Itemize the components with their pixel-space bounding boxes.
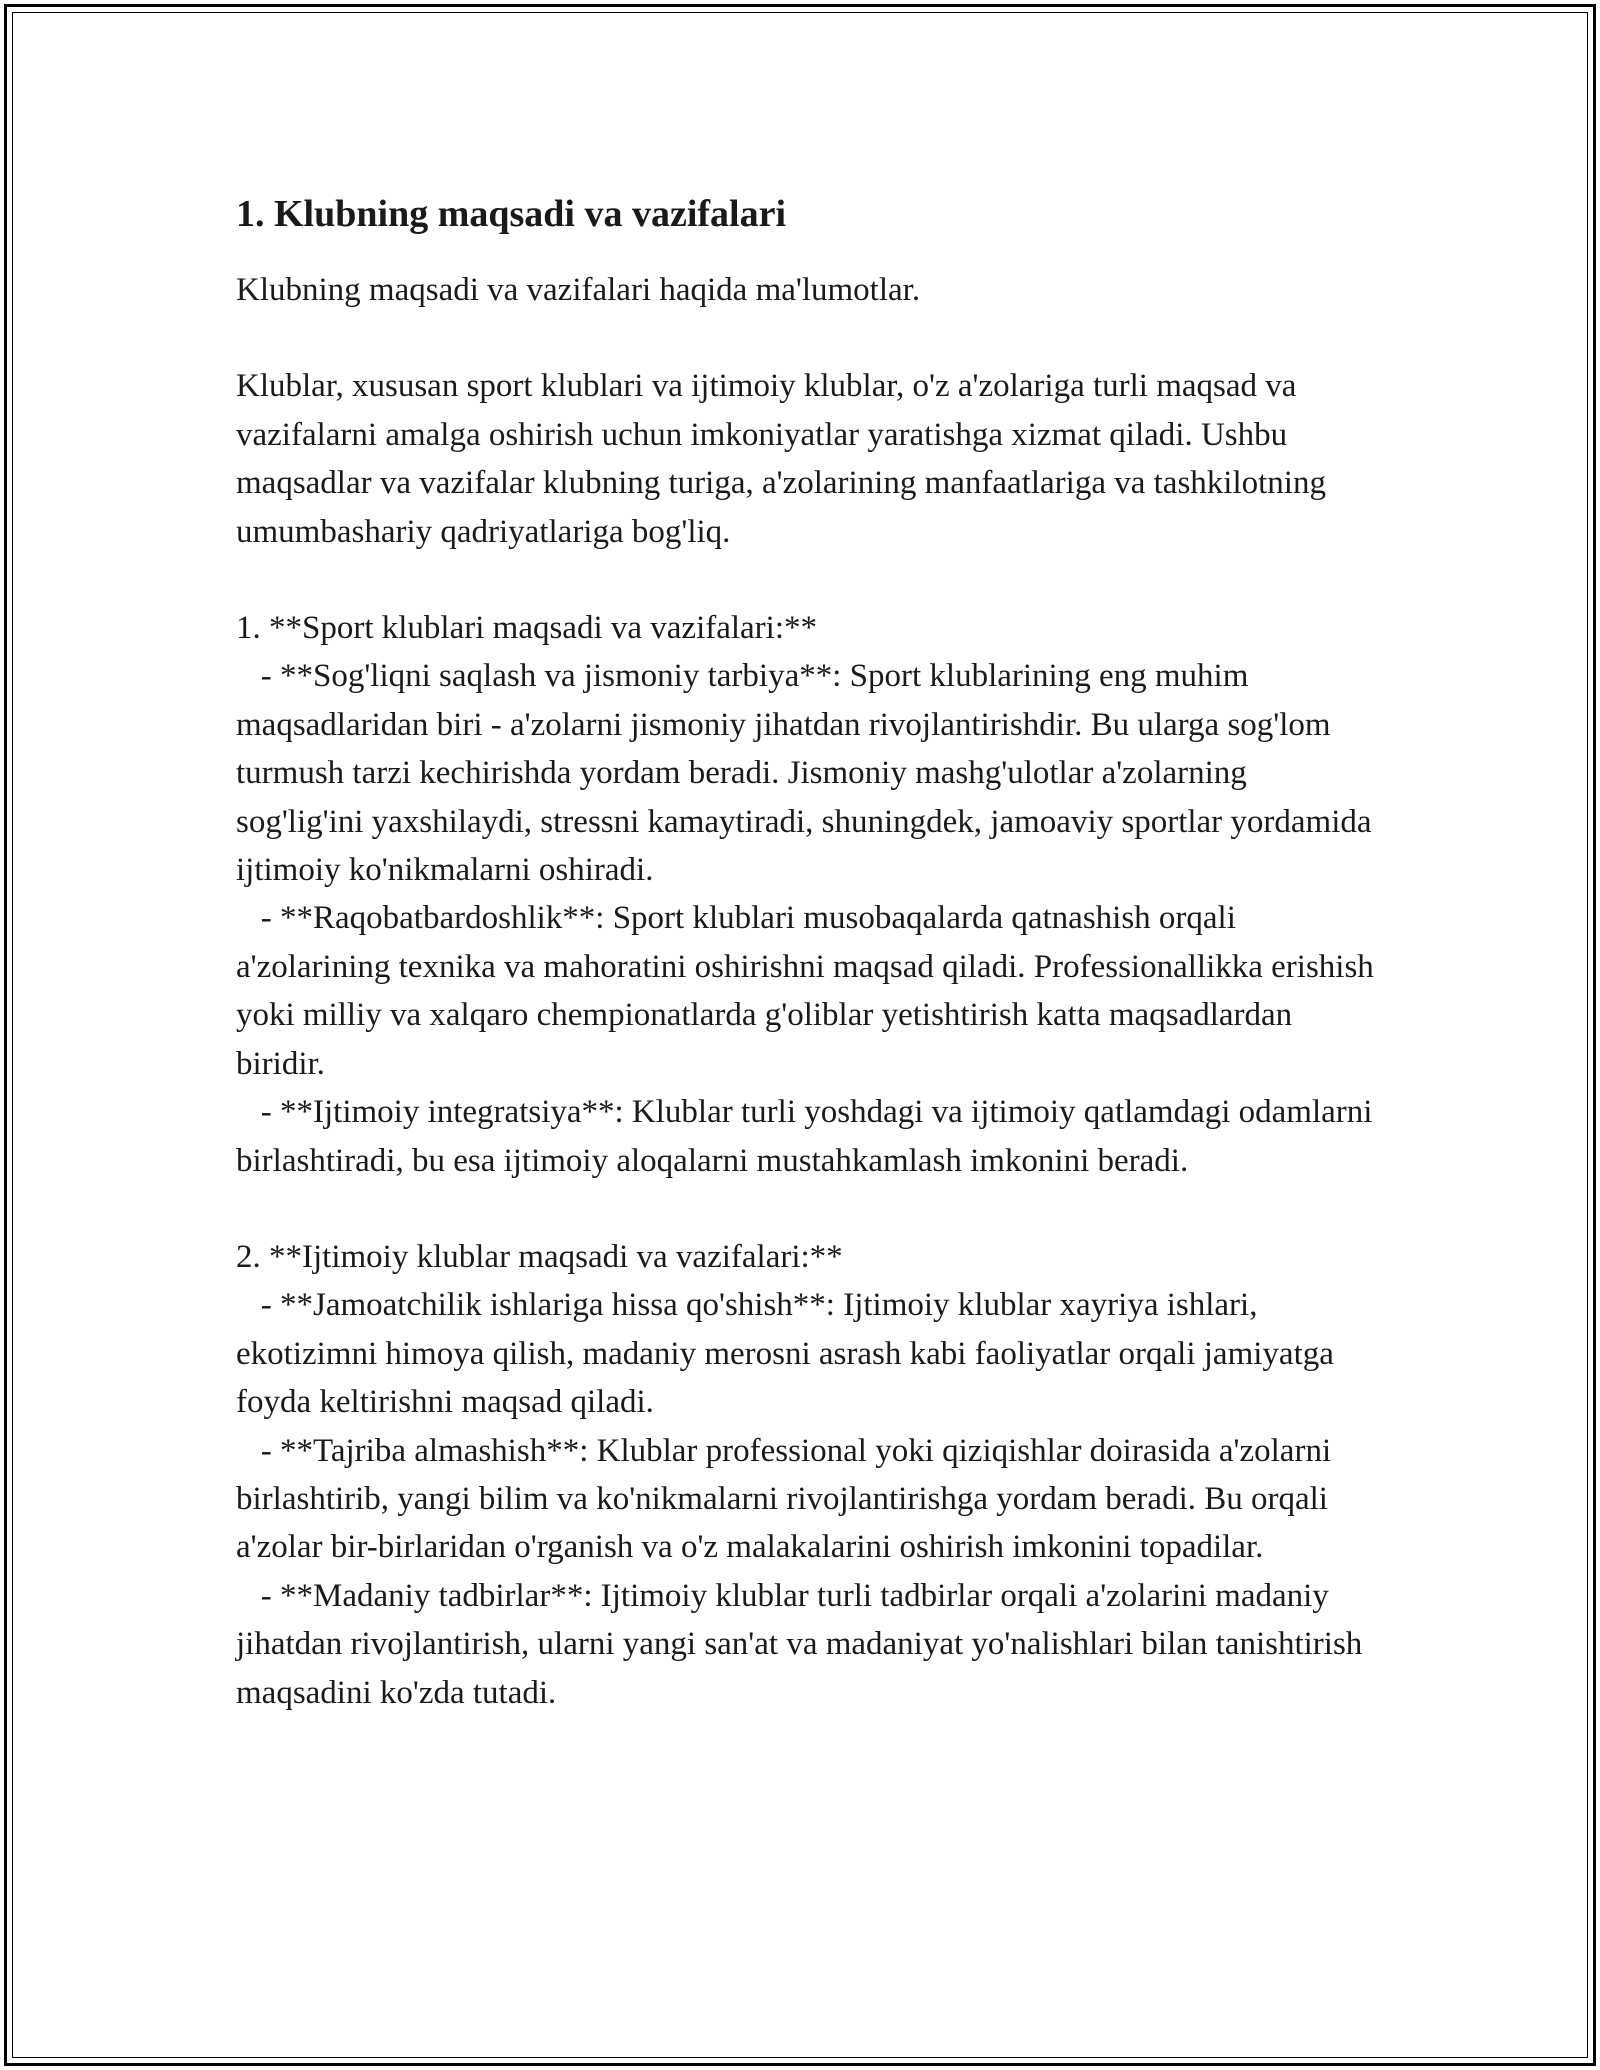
overview-paragraph: Klublar, xususan sport klublari va ijtimoiy klublar, o'z a'zolariga turli maqsad va vazifalarni amalga oshirish uchun imkoniyatlar yaratishga xizmat qiladi. Ushbu maqsadlar va vazifalar klubning turiga, a'zolarining manfaatlariga va tashkilotning umumbashariy qadriyatlariga bog'liq. (236, 368, 1326, 550)
section-heading: 1. **Sport klublari maqsadi va vazifalari:** (236, 610, 818, 647)
list-item: - **Sog'liqni saqlash va jismoniy tarbiya**: Sport klublarining eng muhim maqsadlaridan biri - a'zolarni jismoniy jihatdan rivojlantirishdir. Bu ularga sog'lom turmush tarzi kechirishda yordam beradi. Jismoniy mashg'ulotlar a'zolarning sog'lig'ini yaxshilaydi, stressni kamaytiradi, shuningdek, jamoaviy sportlar yordamida ijtimoiy ko'nikmalarni oshiradi. (236, 658, 1380, 889)
list-item: - **Raqobatbardoshlik**: Sport klublari musobaqalarda qatnashish orqali a'zolarining texnika va mahoratini oshirishni maqsad qiladi. Professionallikka erishish yoki milliy va xalqaro chempionatlarda g'oliblar yetishtirish katta maqsadlardan biridir. (236, 900, 1383, 1082)
section-social-clubs (236, 1233, 1376, 1717)
list-item: - **Madaniy tadbirlar**: Ijtimoiy klublar turli tadbirlar orqali a'zolarini madaniy jihatdan rivojlantirish, ularni yangi san'at va madaniyat yo'nalishlari bilan tanishtirish maqsadini ko'zda tutadi. (236, 1577, 1371, 1711)
list-item: - **Ijtimoiy integratsiya**: Klublar turli yoshdagi va ijtimoiy qatlamdagi odamlarni birlashtiradi, bu esa ijtimoiy aloqalarni mustahkamlash imkonini beradi. (236, 1094, 1381, 1179)
section-heading: 2. **Ijtimoiy klublar maqsadi va vazifalari:** (236, 1238, 843, 1275)
document-title: 1. Klubning maqsadi va vazifalari (236, 193, 787, 235)
document-page (236, 188, 1383, 1765)
section-sport-clubs (236, 604, 1383, 1185)
list-item: - **Tajriba almashish**: Klublar professional yoki qiziqishlar doirasida a'zolarni birlashtirib, yangi bilim va ko'nikmalarni rivojlantirishga yordam beradi. Bu orqali a'zolar bir-birlaridan o'rganish va o'z malakalarini oshirish imkonini topadilar. (236, 1432, 1340, 1566)
intro-paragraph: Klubning maqsadi va vazifalari haqida ma'lumotlar. (236, 272, 921, 308)
list-item: - **Jamoatchilik ishlariga hissa qo'shish**: Ijtimoiy klublar xayriya ishlari, ekotizimni himoya qilish, madaniy merosni asrash kabi faoliyatlar orqali jamiyatga foyda keltirishni maqsad qiladi. (236, 1287, 1343, 1421)
